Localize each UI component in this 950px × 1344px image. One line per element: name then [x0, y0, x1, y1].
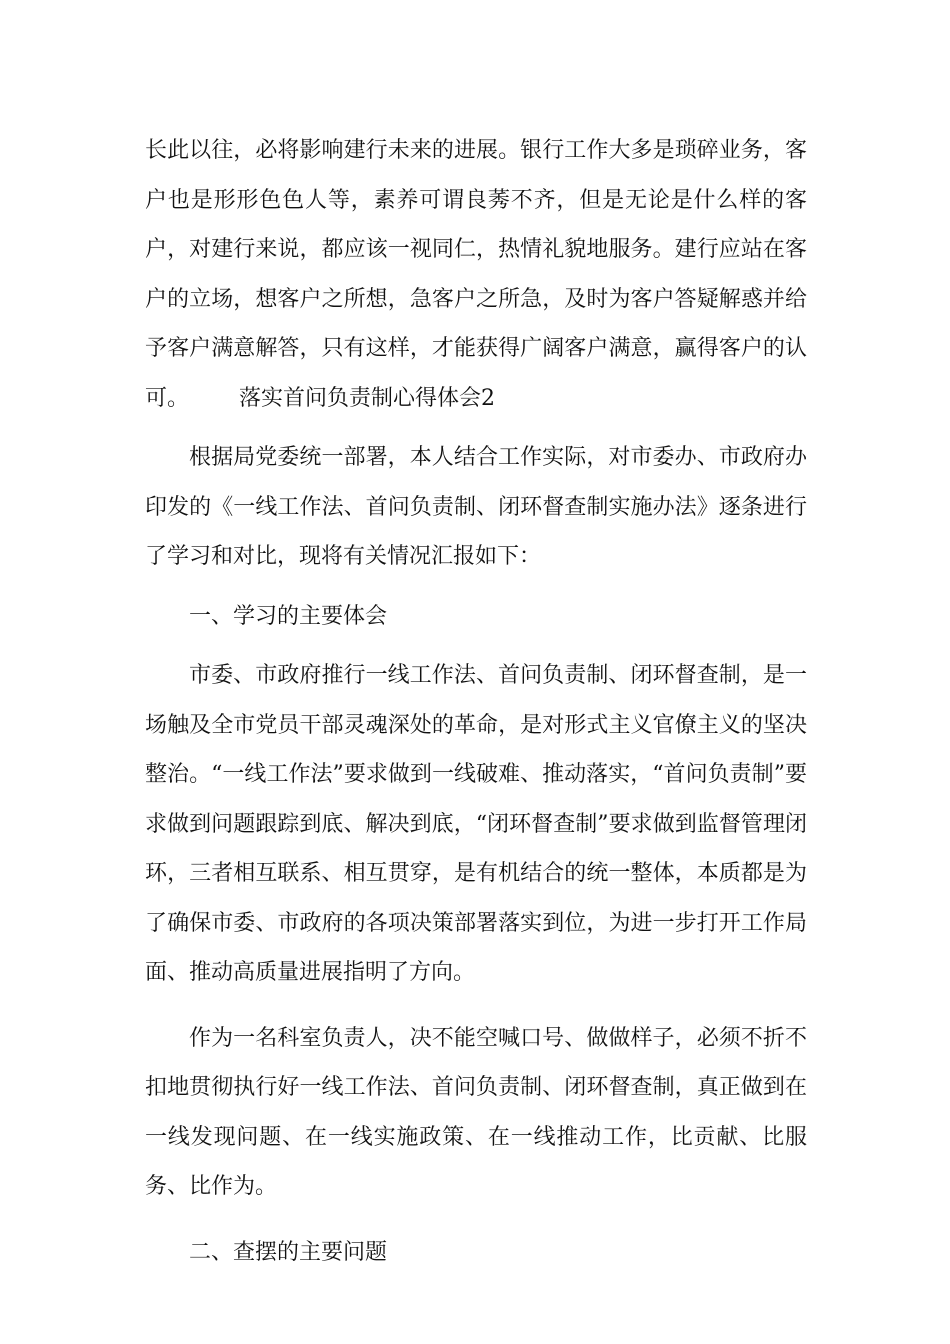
paragraph-intro: 根据局党委统一部署，本人结合工作实际，对市委办、市政府办印发的《一线工作法、首问负责制、闭环督查制实施办法》逐条进行了学习和对比，现将有关情况汇报如下： [145, 445, 807, 569]
paragraph-text: 长此以往，必将影响建行未来的进展。银行工作大多是琐碎业务，客户也是形形色色人等，素养可谓良莠不齐，但是无论是什么样的客户，对建行来说，都应该一视同仁，热情礼貌地服务。建行应站在客户的立场，想客户之所想，急客户之所急，及时为客户答疑解惑并给予客户满意解答，只有这样，才能获得广阔客户满意，赢得客户的认可。 [145, 138, 807, 411]
paragraph-continuation [145, 126, 807, 423]
document-body [145, 126, 807, 1277]
heading-study-experience: 一、学习的主要体会 [189, 603, 388, 629]
paragraph-commitment: 作为一名科室负责人，决不能空喊口号、做做样子，必须不折不扣地贯彻执行好一线工作法、首问负责制、闭环督查制，真正做到在一线发现问题、在一线实施政策、在一线推动工作，比贡献、比服务、比作为。 [145, 1025, 807, 1199]
paragraph-study-detail: 市委、市政府推行一线工作法、首问负责制、闭环督查制，是一场触及全市党员干部灵魂深处的革命，是对形式主义官僚主义的坚决整治。“一线工作法”要求做到一线破难、推动落实，“首问负责制”要求做到问题跟踪到底、解决到底，“闭环督查制”要求做到监督管理闭环，三者相互联系、相互贯穿，是有机结合的统一整体，本质都是为了确保市委、市政府的各项决策部署落实到位，为进一步打开工作局面、推动高质量进展指明了方向。 [145, 663, 807, 985]
section-title: 落实首问负责制心得体会2 [239, 385, 496, 411]
heading-main-problems: 二、查摆的主要问题 [189, 1239, 388, 1265]
